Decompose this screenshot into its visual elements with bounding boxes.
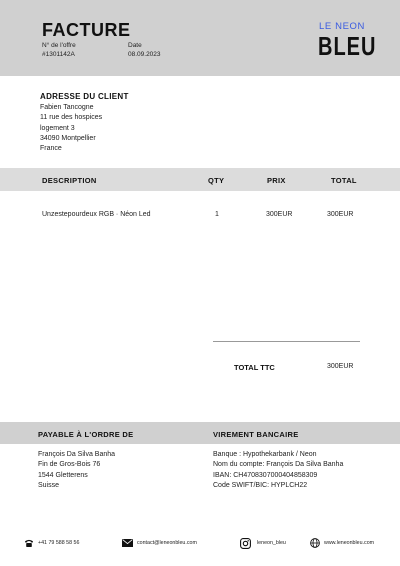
bank-details — [213, 450, 343, 491]
instagram-icon — [240, 538, 251, 549]
column-price: PRIX — [267, 176, 286, 185]
bank-transfer-title: VIREMENT BANCAIRE — [213, 430, 299, 439]
payee-title: PAYABLE À L'ORDRE DE — [38, 430, 134, 439]
payee-name: François Da Silva Banha — [38, 451, 116, 458]
row-description: Unzestepourdeux RGB · Néon Led — [42, 211, 151, 218]
invoice-title: FACTURE — [42, 20, 131, 40]
column-total: TOTAL — [331, 176, 357, 185]
client-unit: logement 3 — [40, 124, 75, 132]
logo-top-text: LE NEON — [319, 21, 365, 32]
email-address[interactable]: contact@leneonbleu.com — [137, 540, 197, 546]
payee-country: Suisse — [38, 481, 60, 489]
logo-bottom-text: BLEU — [318, 32, 377, 61]
row-total: 300EUR — [327, 211, 354, 218]
client-address — [40, 103, 102, 154]
footer-phone — [24, 537, 79, 549]
table-header — [0, 168, 400, 191]
total-divider — [213, 341, 360, 342]
total-label: TOTAL TTC — [234, 363, 275, 372]
payee-city: 1544 Gletterens — [38, 471, 88, 479]
client-city: 34090 Montpellier — [40, 134, 96, 142]
client-country: France — [40, 145, 62, 153]
mail-icon — [122, 539, 133, 547]
footer-email — [122, 537, 197, 549]
globe-icon — [310, 538, 320, 548]
date-label: Date — [128, 42, 142, 49]
row-qty: 1 — [215, 211, 219, 218]
payee-street: Fin de Gros-Bois 76 — [38, 461, 101, 469]
row-price: 300EUR — [266, 211, 293, 218]
bank-name: Banque : Hypothekarbank / Neon — [213, 451, 317, 458]
bank-account-name: Nom du compte: François Da Silva Banha — [213, 461, 344, 469]
total-value: 300EUR — [327, 363, 354, 370]
offer-number: #1301142A — [42, 51, 75, 58]
column-description: DESCRIPTION — [42, 176, 97, 185]
footer-website — [310, 537, 374, 549]
footer-instagram — [240, 537, 286, 549]
client-name: Fabien Tancogne — [40, 104, 94, 111]
instagram-handle[interactable]: leneon_bleu — [257, 540, 286, 546]
bank-swift: Code SWIFT/BIC: HYPLCH22 — [213, 481, 308, 489]
bank-iban: IBAN: CH4708307000404858309 — [213, 471, 318, 479]
client-street: 11 rue des hospices — [40, 114, 103, 122]
offer-number-label: N° de l'offre — [42, 42, 76, 49]
invoice-date: 08.09.2023 — [128, 51, 161, 58]
payee-address — [38, 450, 115, 491]
client-address-title: ADRESSE DU CLIENT — [40, 92, 129, 101]
column-qty: QTY — [208, 176, 225, 185]
website-url[interactable]: www.leneonbleu.com — [324, 540, 375, 546]
phone-number: +41 79 588 58 56 — [38, 540, 80, 546]
brand-logo — [318, 21, 377, 61]
payment-header-bar — [0, 422, 400, 444]
invoice-header — [0, 0, 400, 76]
phone-icon — [24, 538, 34, 548]
